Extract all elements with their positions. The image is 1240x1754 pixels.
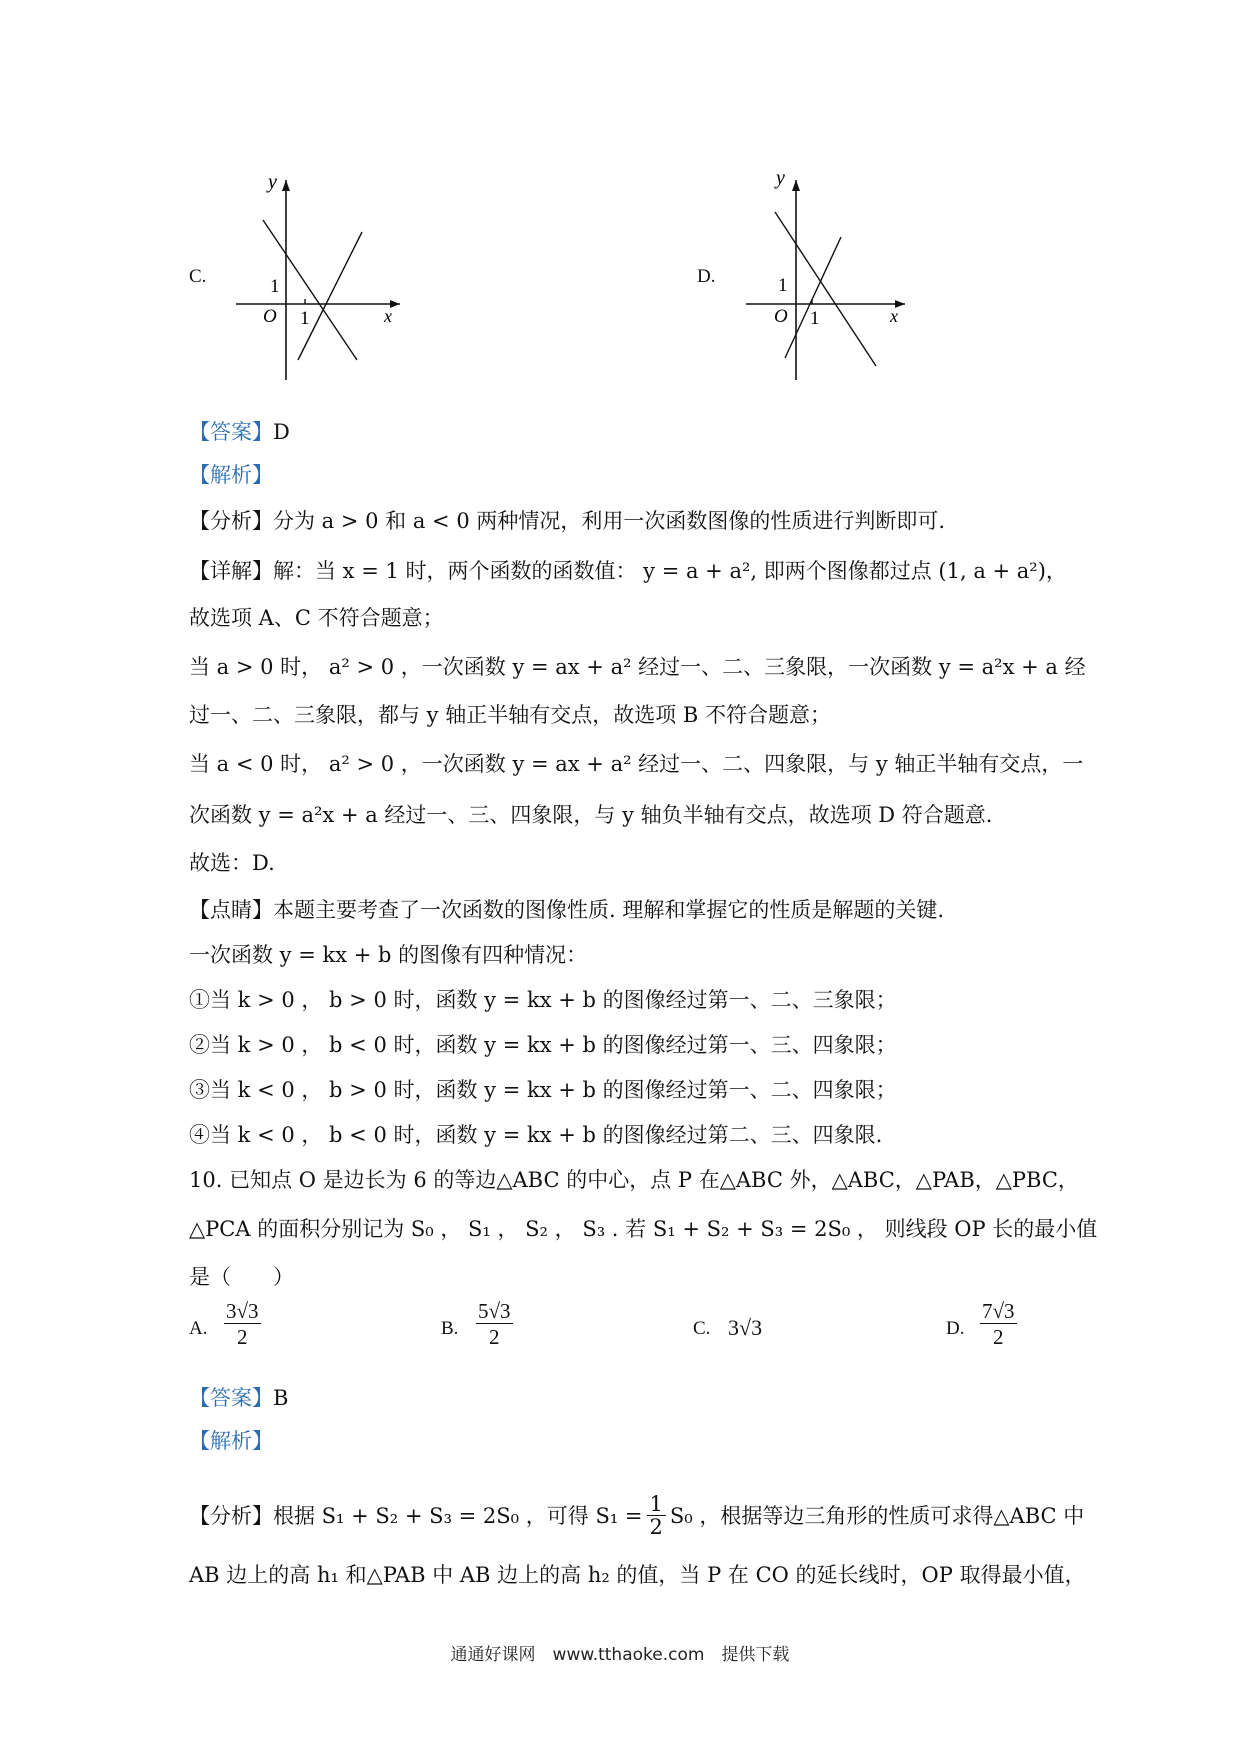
- answer-value: D: [273, 420, 290, 444]
- graph-d: [740, 170, 920, 390]
- fenxi-text-b: S₀ ，根据等边三角形的性质可求得△ABC 中: [669, 1503, 1085, 1528]
- q9-detail-1: [189, 556, 1067, 586]
- line-2: [785, 237, 841, 358]
- q10-option-a-label: A.: [189, 1318, 208, 1339]
- q10-option-a-value: [224, 1299, 261, 1349]
- denominator: 2: [993, 1325, 1004, 1349]
- option-d-label: D.: [697, 266, 716, 287]
- answer-tag: 【答案】: [189, 420, 273, 444]
- q10-fenxi-2: AB 边上的高 h₁ 和△PAB 中 AB 边上的高 h₂ 的值，当 P 在 CO 的延长线时，OP 取得最小值，: [189, 1563, 1086, 1587]
- denominator: 2: [489, 1325, 500, 1349]
- q9-case-4: ④当 k < 0 ， b < 0 时，函数 y = kx + b 的图像经过第二、三、四象限.: [189, 1123, 883, 1147]
- denominator: 2: [237, 1325, 248, 1349]
- q9-detail-5: 当 a < 0 时， a² > 0 ，一次函数 y = ax + a² 经过一、二、四象限，与 y 轴正半轴有交点，一: [189, 752, 1084, 776]
- fenxi-text: 分为 a > 0 和 a < 0 两种情况，利用一次函数图像的性质进行判断即可.: [273, 509, 946, 533]
- origin-label: O: [774, 306, 788, 327]
- q9-case-2: ②当 k > 0 ， b < 0 时，函数 y = kx + b 的图像经过第一、三、四象限；: [189, 1033, 897, 1057]
- q9-detail-2: 故选项 A、C 不符合题意；: [189, 606, 444, 630]
- q10-stem-3: 是（ ）: [189, 1265, 294, 1289]
- q9-case-3: ③当 k < 0 ， b > 0 时，函数 y = kx + b 的图像经过第一、二、四象限；: [189, 1078, 897, 1102]
- fenxi-tag: 【分析】: [189, 1503, 273, 1528]
- q9-cases-intro: 一次函数 y = kx + b 的图像有四种情况：: [189, 943, 588, 967]
- q9-analysis-heading: [189, 460, 273, 490]
- q9-answer: [189, 417, 290, 447]
- origin-label: O: [263, 306, 277, 327]
- y-axis-label: y: [268, 171, 277, 193]
- q10-option-c-value: 3√3: [728, 1315, 763, 1340]
- q10-stem-2: △PCA 的面积分别记为 S₀ ， S₁ ， S₂ ， S₃ . 若 S₁ + S₂ + S₃ = 2S₀ ， 则线段 OP 长的最小值: [189, 1217, 1098, 1241]
- denominator: 2: [649, 1515, 663, 1539]
- y-tick-label: 1: [270, 276, 280, 297]
- dianjing-tag: 【点睛】: [189, 898, 273, 922]
- q10-answer: [189, 1383, 288, 1413]
- q9-fenxi: [189, 506, 945, 536]
- footer-text: 通通好课网 www.tthaoke.com 提供下载: [450, 1645, 790, 1665]
- y-arrow: [282, 180, 290, 191]
- line-1: [775, 212, 876, 366]
- numerator: 3√3: [226, 1299, 259, 1323]
- graph-c: [230, 170, 410, 390]
- numerator: 1: [647, 1493, 666, 1516]
- q10-fenxi: [189, 1493, 1084, 1538]
- fenxi-text-a: 根据 S₁ + S₂ + S₃ = 2S₀ ，可得 S₁ =: [273, 1503, 643, 1528]
- y-arrow: [792, 180, 800, 191]
- dianjing-text: 本题主要考查了一次函数的图像性质. 理解和掌握它的性质是解题的关键.: [273, 898, 945, 922]
- q10-analysis-heading: [189, 1426, 273, 1456]
- x-axis-label: x: [384, 306, 392, 326]
- analysis-tag: 【解析】: [189, 1429, 273, 1453]
- detail-text: 解：当 x = 1 时，两个函数的函数值： y = a + a², 即两个图像都过点 (1, a + a²)，: [273, 559, 1067, 583]
- y-axis-label: y: [776, 170, 785, 189]
- q10-option-b-value: [476, 1299, 513, 1349]
- q10-stem-1: 10. 已知点 O 是边长为 6 的等边△ABC 的中心，点 P 在△ABC 外，△ABC，△PAB，△PBC，: [189, 1168, 1079, 1192]
- q9-case-1: ①当 k > 0 ， b > 0 时，函数 y = kx + b 的图像经过第一、二、三象限；: [189, 988, 897, 1012]
- x-tick-label: 1: [300, 308, 310, 329]
- answer-value: B: [273, 1386, 289, 1410]
- q9-detail-7: 故选：D.: [189, 851, 275, 875]
- q9-dianjing: [189, 895, 944, 925]
- answer-tag: 【答案】: [189, 1386, 273, 1410]
- fenxi-fraction: [647, 1493, 666, 1538]
- numerator: 7√3: [982, 1299, 1015, 1323]
- q10-option-d-value: [980, 1299, 1017, 1349]
- q9-detail-4: 过一、二、三象限，都与 y 轴正半轴有交点，故选项 B 不符合题意；: [189, 703, 831, 727]
- q9-detail-6: 次函数 y = a²x + a 经过一、三、四象限，与 y 轴负半轴有交点，故选项 D 符合题意.: [189, 803, 993, 827]
- fenxi-tag: 【分析】: [189, 509, 273, 533]
- q9-detail-3: 当 a > 0 时， a² > 0 ，一次函数 y = ax + a² 经过一、二、三象限，一次函数 y = a²x + a 经: [189, 655, 1086, 679]
- line-2: [298, 232, 362, 360]
- x-axis-label: x: [890, 306, 898, 326]
- q10-option-c-label: C.: [693, 1318, 711, 1339]
- numerator: 5√3: [478, 1299, 511, 1323]
- q10-option-b-label: B.: [441, 1318, 459, 1339]
- option-c-label: C.: [189, 266, 207, 287]
- detail-tag: 【详解】: [189, 559, 273, 583]
- y-tick-label: 1: [778, 275, 788, 296]
- x-tick-label: 1: [810, 308, 820, 329]
- q10-option-d-label: D.: [946, 1318, 965, 1339]
- analysis-tag: 【解析】: [189, 463, 273, 487]
